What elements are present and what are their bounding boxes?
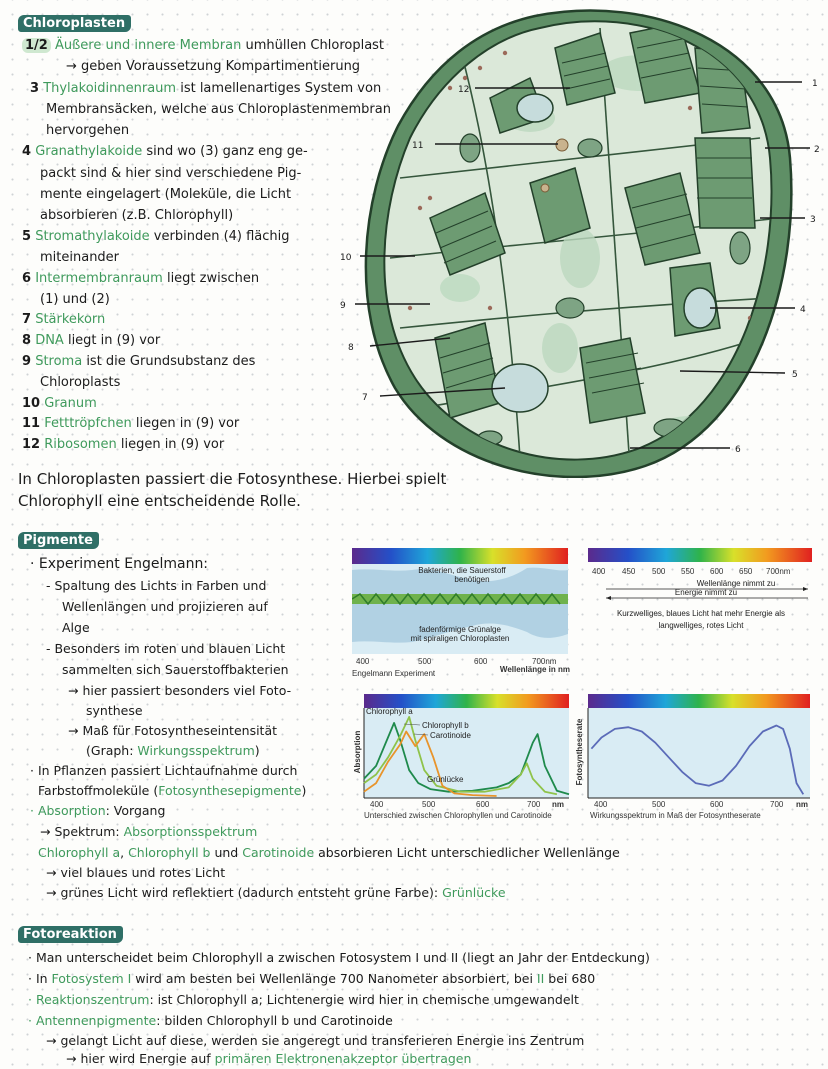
- diagram-label: 3: [810, 215, 816, 225]
- list-item: 4 Granathylakoide sind wo (3) ganz eng ge-: [22, 144, 308, 159]
- text-line: sammelten sich Sauerstoffbakterien: [62, 662, 289, 677]
- x-axis-label: Wellenlänge in nm: [499, 665, 570, 674]
- list-item: 8 DNA liegt in (9) vor: [22, 333, 161, 348]
- y-axis-label: Fotosyntheserate: [575, 718, 584, 786]
- label-alga-2: mit spiraligen Chloroplasten: [410, 634, 510, 643]
- list-item: 12 Ribosomen liegen in (9) vor: [22, 437, 225, 452]
- spectrum-bar: [588, 548, 812, 562]
- text-line: → Spektrum: Absorptionsspektrum: [40, 824, 258, 839]
- tick-label: 700nm: [532, 657, 557, 666]
- legend-chlorophyll-a: Chlorophyll a: [366, 707, 413, 716]
- list-item-cont: miteinander: [40, 250, 120, 265]
- diagram-label: 12: [458, 85, 470, 95]
- annotation-gruenluecke: Grünlücke: [427, 775, 464, 784]
- chart-title: Unterschied zwischen Chlorophyllen und Carotinoide: [364, 811, 552, 820]
- list-item: 1/2 Äußere und innere Membran umhüllen Chloroplast: [22, 38, 384, 53]
- arrow-label-energy: Energie nimmt zu: [674, 588, 738, 597]
- text-line: → Maß für Fotosyntheseintensität: [68, 723, 278, 738]
- diagram-label: 10: [340, 253, 352, 263]
- text-line: Alge: [62, 620, 90, 635]
- section-heading-fotoreaktion: Fotoreaktion: [18, 923, 123, 943]
- chloroplast-diagram: [340, 8, 828, 478]
- list-item-cont: packt sind & hier sind verschiedene Pig-: [40, 166, 302, 181]
- chart-caption: Engelmann Experiment: [352, 669, 436, 678]
- text-line: · Man unterscheidet beim Chlorophyll a zwischen Fotosystem I und II (liegt an Jahr der Entdeckung): [28, 950, 650, 965]
- diagram-label: 5: [792, 370, 798, 380]
- tick-label: 400: [592, 567, 606, 576]
- text-line: · Antennenpigmente: bilden Chlorophyll b und Carotinoide: [28, 1013, 393, 1028]
- tick-label: 600: [476, 800, 490, 809]
- absorption-chart: [352, 692, 574, 824]
- section-heading-chloroplasten: Chloroplasten: [18, 12, 131, 32]
- diagram-label: 4: [800, 305, 806, 315]
- list-item: 7 Stärkekorn: [22, 312, 106, 327]
- list-item-cont: hervorgehen: [46, 123, 130, 138]
- summary-line: In Chloroplasten passiert die Fotosynthese. Hierbei spielt: [18, 470, 447, 488]
- tick-label: 600: [710, 567, 724, 576]
- diagram-label: 11: [412, 141, 424, 151]
- engelmann-chart: [352, 546, 574, 680]
- list-item-sub: → geben Voraussetzung Kompartimentierung: [66, 59, 361, 74]
- spectrum-bar: [352, 548, 568, 564]
- tick-label: 500: [652, 567, 666, 576]
- tick-label: 500: [418, 657, 432, 666]
- tick-label: nm: [552, 800, 564, 809]
- section-heading-pigmente: Pigmente: [18, 529, 99, 549]
- list-item-cont: (1) und (2): [40, 292, 110, 307]
- tick-label: 650: [739, 567, 753, 576]
- tick-label: 600: [474, 657, 488, 666]
- spectrum-bar: [588, 694, 810, 708]
- list-item: 6 Intermembranraum liegt zwischen: [22, 271, 260, 286]
- list-item-cont: Membransäcken, welche aus Chloroplastenmembran: [46, 102, 391, 117]
- text-line: → gelangt Licht auf diese, werden sie angeregt und transferieren Energie ins Zentrum: [46, 1033, 585, 1048]
- arrow-label-wavelength: Wellenlänge nimmt zu: [696, 579, 776, 588]
- text-line: Chlorophyll a, Chlorophyll b und Carotinoide absorbieren Licht unterschiedlicher Wellenlänge: [38, 845, 620, 860]
- diagram-label: 7: [362, 393, 368, 403]
- list-item-cont: mente eingelagert (Moleküle, die Licht: [40, 187, 292, 202]
- text-line: → viel blaues und rotes Licht: [46, 865, 226, 880]
- text-line: synthese: [86, 703, 143, 718]
- legend-chlorophyll-b: Chlorophyll b: [422, 721, 469, 730]
- list-item: 3 Thylakoidinnenraum ist lamellenartiges System von: [30, 81, 382, 96]
- text-line: → hier passiert besonders viel Foto-: [68, 683, 292, 698]
- text-line: - Spaltung des Lichts in Farben und: [46, 578, 267, 593]
- tick-label: 400: [594, 800, 608, 809]
- tick-label: 400: [356, 657, 370, 666]
- diagram-label: 8: [348, 343, 354, 353]
- text-line: Wellenlängen und projizieren auf: [62, 599, 268, 614]
- tick-label: nm: [796, 800, 808, 809]
- diagram-label: 1: [812, 79, 818, 89]
- text-line: (Graph: Wirkungsspektrum): [86, 743, 260, 758]
- action-spectrum-chart: [574, 692, 814, 824]
- tick-label: 550: [681, 567, 695, 576]
- text-line: · In Fotosystem I wird am besten bei Wellenlänge 700 Nanometer absorbiert, bei II bei 680: [28, 971, 596, 986]
- tick-label: 600: [710, 800, 724, 809]
- list-item: 11 Fetttröpfchen liegen in (9) vor: [22, 416, 240, 431]
- text-line: · Absorption: Vorgang: [30, 803, 166, 818]
- tick-label: 700nm: [766, 567, 791, 576]
- tick-label: 500: [422, 800, 436, 809]
- label-bacteria-1: Bakterien, die Sauerstoff: [418, 566, 506, 575]
- chart-title: Wirkungsspektrum in Maß der Fotosyntheserate: [590, 811, 761, 820]
- label-alga-1: fadenförmige Grünalge: [419, 625, 501, 634]
- wavelength-energy-chart: [586, 546, 816, 646]
- note-line: langwelliges, rotes Licht: [658, 621, 744, 630]
- summary-line: Chlorophyll eine entscheidende Rolle.: [18, 492, 301, 510]
- text-line: · Reaktionszentrum: ist Chlorophyll a; Lichtenergie wird hier in chemische umgewandelt: [28, 992, 579, 1007]
- text-line: - Besonders im roten und blauen Licht: [46, 641, 286, 656]
- text-line: · In Pflanzen passiert Lichtaufnahme durch: [30, 763, 298, 778]
- text-line: · Experiment Engelmann:: [30, 556, 209, 572]
- list-item: 5 Stromathylakoide verbinden (4) flächig: [22, 229, 290, 244]
- text-line: Farbstoffmoleküle (Fotosynthesepigmente): [38, 783, 307, 798]
- tick-label: 400: [370, 800, 384, 809]
- list-item-cont: Chloroplasts: [40, 375, 121, 390]
- list-item-cont: absorbieren (z.B. Chlorophyll): [40, 208, 234, 223]
- diagram-label: 2: [814, 145, 820, 155]
- list-item: 9 Stroma ist die Grundsubstanz des: [22, 354, 256, 369]
- list-item: 10 Granum: [22, 396, 97, 411]
- tick-label: 450: [622, 567, 636, 576]
- text-line: → hier wird Energie auf primären Elektronenakzeptor übertragen: [66, 1051, 472, 1066]
- tick-label: 700: [527, 800, 541, 809]
- note-line: Kurzwelliges, blaues Licht hat mehr Energie als: [616, 609, 786, 618]
- spectrum-bar: [364, 694, 569, 708]
- legend-carotinoide: Carotinoide: [430, 731, 471, 740]
- diagram-label: 9: [340, 301, 346, 311]
- text-line: → grünes Licht wird reflektiert (dadurch entsteht grüne Farbe): Grünlücke: [46, 885, 506, 900]
- label-bacteria-2: benötigen: [454, 575, 490, 584]
- y-axis-label: Absorption: [353, 730, 362, 774]
- tick-label: 700: [770, 800, 784, 809]
- diagram-label: 6: [735, 445, 741, 455]
- tick-label: 500: [652, 800, 666, 809]
